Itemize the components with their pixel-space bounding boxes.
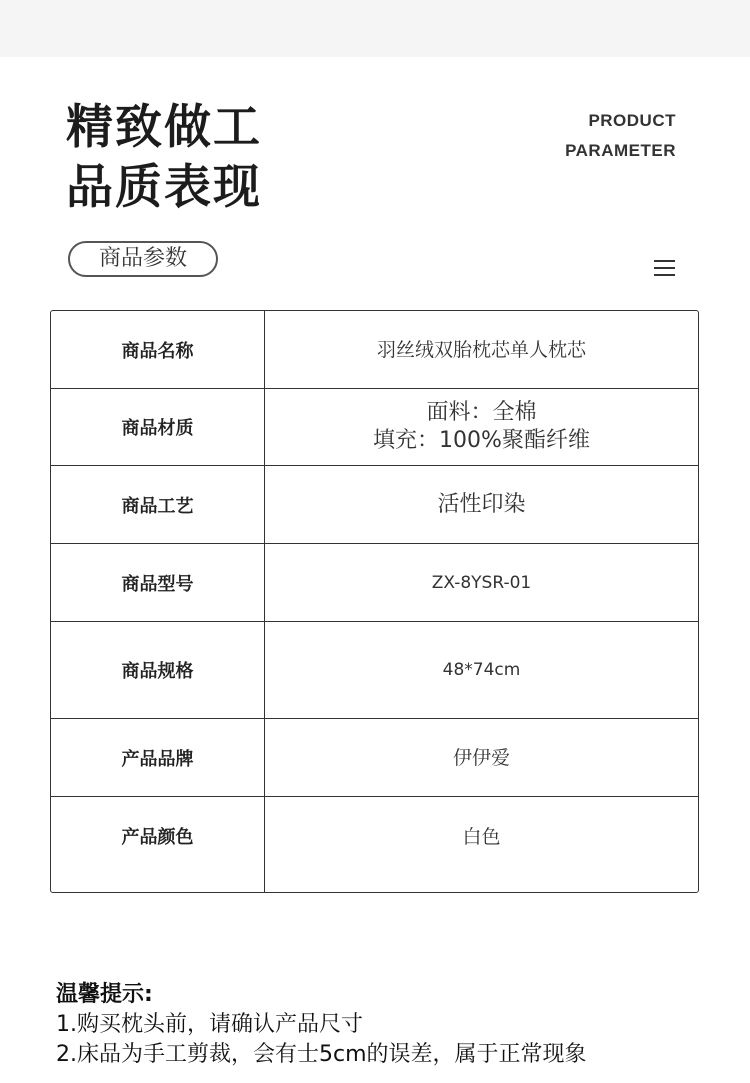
row-value — [265, 311, 698, 388]
row-key: 商品材质 — [51, 389, 265, 465]
row-key: 商品型号 — [51, 544, 265, 621]
row-value — [265, 389, 698, 465]
table-row-model — [51, 544, 698, 622]
headline-line-1: 精致做工 — [66, 100, 262, 155]
value-line: 面料：全棉 — [426, 400, 537, 425]
row-value — [265, 466, 698, 543]
row-key: 产品颜色 — [51, 797, 265, 892]
table-row-color — [51, 797, 698, 892]
row-value — [265, 544, 698, 621]
row-value — [265, 622, 698, 718]
headline — [66, 98, 262, 218]
notice-title: 温馨提示: — [56, 982, 153, 1007]
value-line: 羽丝绒双胎枕芯单人枕芯 — [376, 338, 586, 361]
table-row-name — [51, 311, 698, 389]
row-key: 商品名称 — [51, 311, 265, 388]
notice-line: 2.床品为手工剪裁，会有士5cm的误差，属于正常现象 — [56, 1042, 587, 1067]
table-row-size — [51, 622, 698, 719]
value-line: 活性印染 — [437, 491, 526, 517]
table-row-material — [51, 389, 698, 466]
value-line: ZX-8YSR-01 — [431, 572, 532, 593]
headline-line-2: 品质表现 — [66, 160, 262, 215]
row-key: 商品规格 — [51, 622, 265, 718]
hamburger-menu-icon — [654, 260, 675, 276]
value-line: 白色 — [462, 826, 501, 848]
row-key: 商品工艺 — [51, 466, 265, 543]
table-row-craft — [51, 466, 698, 544]
english-title-line-1: PRODUCT — [588, 111, 676, 130]
value-line: 48*74cm — [442, 660, 521, 680]
row-key: 产品品牌 — [51, 719, 265, 796]
spec-table — [50, 310, 699, 893]
notice — [56, 980, 587, 1070]
value-line: 填充：100%聚酯纤维 — [373, 428, 590, 453]
top-band — [0, 0, 750, 57]
section-label-pill: 商品参数 — [68, 241, 218, 277]
notice-line: 1.购买枕头前，请确认产品尺寸 — [56, 1012, 363, 1037]
english-title-line-2: PARAMETER — [565, 141, 676, 160]
value-line: 伊伊爱 — [452, 746, 510, 769]
row-value — [265, 797, 698, 892]
english-title — [565, 106, 676, 166]
row-value — [265, 719, 698, 796]
table-row-brand — [51, 719, 698, 797]
